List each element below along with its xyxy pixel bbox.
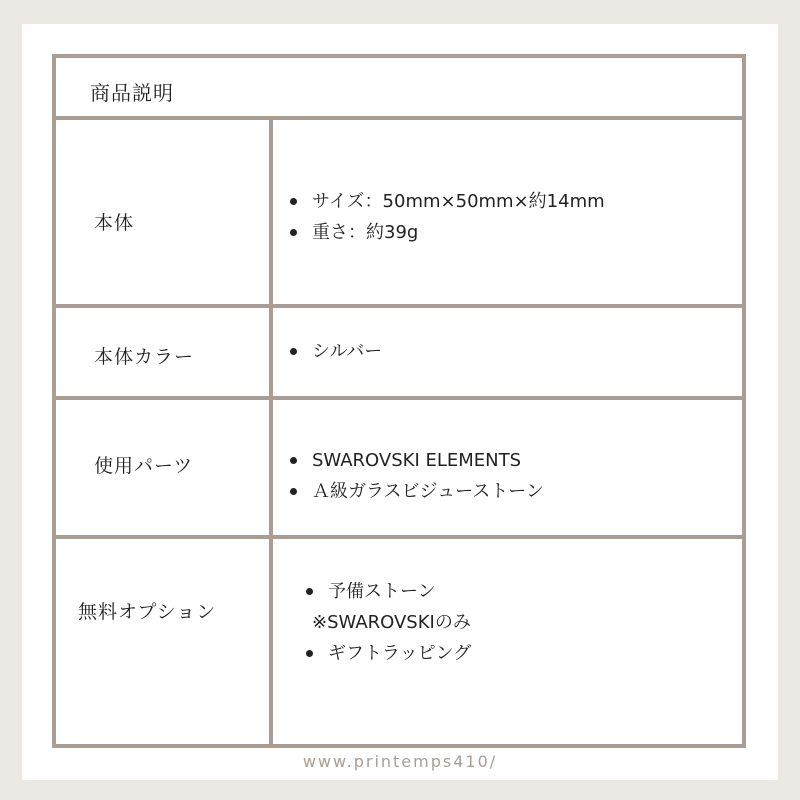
bullet-icon (290, 348, 297, 355)
bullet-icon (290, 198, 297, 205)
column-divider (269, 120, 273, 744)
row-label-color: 本体カラー (94, 346, 195, 368)
list-item: 予備ストーン (302, 576, 436, 607)
product-description-table (52, 54, 746, 748)
list-item: 重さ：約39g (286, 217, 605, 248)
list-item: Ａ級ガラスビジューストーン (286, 476, 544, 507)
table-title: 商品説明 (90, 81, 174, 105)
bullet-icon (290, 229, 297, 236)
row-label-body: 本体 (94, 212, 135, 234)
bullet-icon (290, 457, 297, 464)
free-options-list (302, 576, 436, 607)
bullet-icon (306, 650, 313, 657)
list-item: シルバー (286, 336, 382, 367)
row-divider (56, 535, 742, 539)
free-options-list-2 (302, 638, 471, 669)
bullet-icon (290, 488, 297, 495)
row-divider (56, 304, 742, 308)
parts-list (286, 445, 544, 507)
color-list (286, 336, 382, 367)
row-divider (56, 396, 742, 400)
list-item: SWAROVSKI ELEMENTS (286, 445, 544, 476)
row-label-free-options: 無料オプション (78, 601, 217, 623)
body-spec-list (286, 186, 605, 248)
swarovski-only-note: ※SWAROVSKIのみ (312, 612, 471, 633)
list-item: サイズ：50mm×50mm×約14mm (286, 186, 605, 217)
row-label-parts: 使用パーツ (94, 455, 194, 477)
footer-url: www.printemps410/ (302, 752, 498, 771)
table-title-row (56, 58, 742, 120)
list-item: ギフトラッピング (302, 638, 471, 669)
bullet-icon (306, 588, 313, 595)
